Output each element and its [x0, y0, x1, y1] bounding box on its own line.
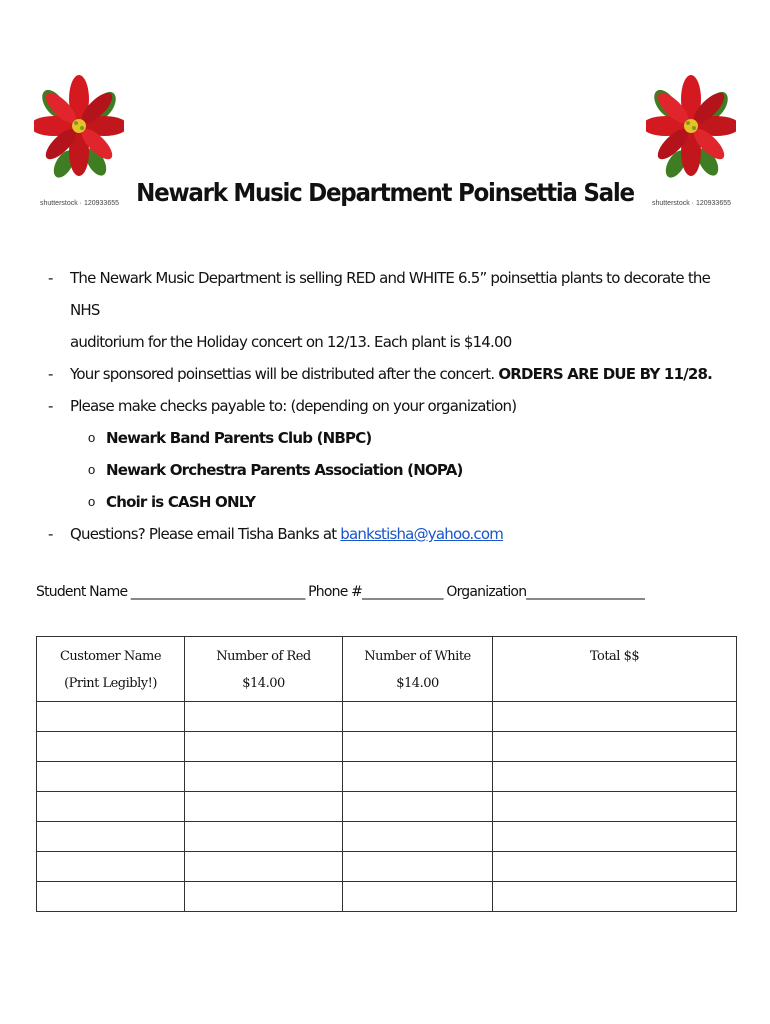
table-cell[interactable] — [343, 852, 493, 882]
table-cell[interactable] — [493, 732, 737, 762]
poinsettia-icon-left — [34, 64, 124, 184]
table-cell[interactable] — [37, 852, 185, 882]
payee-nopa-label: Newark Orchestra Parents Association (NOPA) — [106, 461, 463, 479]
student-info-line[interactable]: Student Name ____________________________ Phone #_____________ Organization___________________ — [36, 584, 645, 600]
table-row — [37, 762, 737, 792]
header-customer-name-line2: (Print Legibly!) — [64, 676, 157, 691]
table-cell[interactable] — [493, 822, 737, 852]
poinsettia-icon-right — [646, 64, 736, 184]
table-cell[interactable] — [493, 882, 737, 912]
bullet-questions — [48, 518, 738, 550]
bullet-dash: - — [48, 269, 53, 287]
bullet-sale-line-2: auditorium for the Holiday concert on 12/13. Each plant is $14.00 — [70, 333, 512, 351]
table-cell[interactable] — [493, 702, 737, 732]
bullet-sale-line-1: The Newark Music Department is selling RED and WHITE 6.5” poinsettia plants to decorate the NHS — [70, 269, 711, 319]
bullet-deadline — [48, 358, 738, 390]
deadline-text: Your sponsored poinsettias will be distributed after the concert. — [70, 365, 495, 383]
questions-text: Questions? Please email Tisha Banks at — [70, 525, 337, 543]
sub-bullet-marker: o — [88, 494, 95, 509]
bullet-payment — [48, 390, 738, 422]
table-cell[interactable] — [185, 822, 343, 852]
table-cell[interactable] — [185, 882, 343, 912]
sub-bullet-marker: o — [88, 430, 95, 445]
table-cell[interactable] — [185, 732, 343, 762]
payee-choir — [48, 486, 738, 518]
table-cell[interactable] — [493, 762, 737, 792]
table-cell[interactable] — [185, 852, 343, 882]
payment-text: Please make checks payable to: (depending on your organization) — [70, 397, 517, 415]
order-table-body — [37, 702, 737, 912]
table-cell[interactable] — [343, 702, 493, 732]
header-number-red-line2: $14.00 — [242, 676, 285, 691]
payee-nbpc-label: Newark Band Parents Club (NBPC) — [106, 429, 372, 447]
order-table — [36, 636, 737, 912]
table-cell[interactable] — [37, 762, 185, 792]
table-cell[interactable] — [37, 822, 185, 852]
table-cell[interactable] — [37, 732, 185, 762]
payee-nopa — [48, 454, 738, 486]
bullet-sale-info — [48, 262, 738, 358]
table-header-row — [37, 637, 737, 702]
table-cell[interactable] — [37, 792, 185, 822]
table-cell[interactable] — [493, 792, 737, 822]
bullet-dash: - — [48, 525, 53, 543]
header-customer-name-line1: Customer Name — [59, 649, 162, 664]
table-cell[interactable] — [343, 792, 493, 822]
table-cell[interactable] — [343, 822, 493, 852]
table-cell[interactable] — [185, 792, 343, 822]
page-title: Newark Music Department Poinsettia Sale — [136, 178, 634, 207]
table-row — [37, 852, 737, 882]
header-total — [493, 637, 737, 702]
header-total-line1: Total $$ — [589, 649, 640, 664]
header-customer-name — [37, 637, 185, 702]
table-cell[interactable] — [493, 852, 737, 882]
info-bullets — [48, 262, 738, 550]
header-number-white-line1: Number of White — [364, 649, 471, 664]
table-cell[interactable] — [185, 762, 343, 792]
sub-bullet-marker: o — [88, 462, 95, 477]
bullet-dash: - — [48, 365, 53, 383]
header-number-red — [185, 637, 343, 702]
table-cell[interactable] — [343, 882, 493, 912]
payee-choir-label: Choir is CASH ONLY — [106, 493, 256, 511]
header-number-red-line1: Number of Red — [216, 649, 311, 664]
table-row — [37, 882, 737, 912]
table-row — [37, 822, 737, 852]
header-number-white — [343, 637, 493, 702]
table-cell[interactable] — [185, 702, 343, 732]
table-cell[interactable] — [343, 732, 493, 762]
image-credit-right: shutterstock · 120933655 — [652, 200, 731, 207]
email-link[interactable]: bankstisha@yahoo.com — [340, 525, 504, 543]
deadline-emphasis: ORDERS ARE DUE BY 11/28. — [498, 365, 713, 383]
header-number-white-line2: $14.00 — [396, 676, 439, 691]
payee-nbpc — [48, 422, 738, 454]
table-row — [37, 702, 737, 732]
table-cell[interactable] — [343, 762, 493, 792]
table-row — [37, 792, 737, 822]
table-row — [37, 732, 737, 762]
image-credit-left: shutterstock · 120933655 — [40, 200, 119, 207]
bullet-dash: - — [48, 397, 53, 415]
table-cell[interactable] — [37, 702, 185, 732]
table-cell[interactable] — [37, 882, 185, 912]
